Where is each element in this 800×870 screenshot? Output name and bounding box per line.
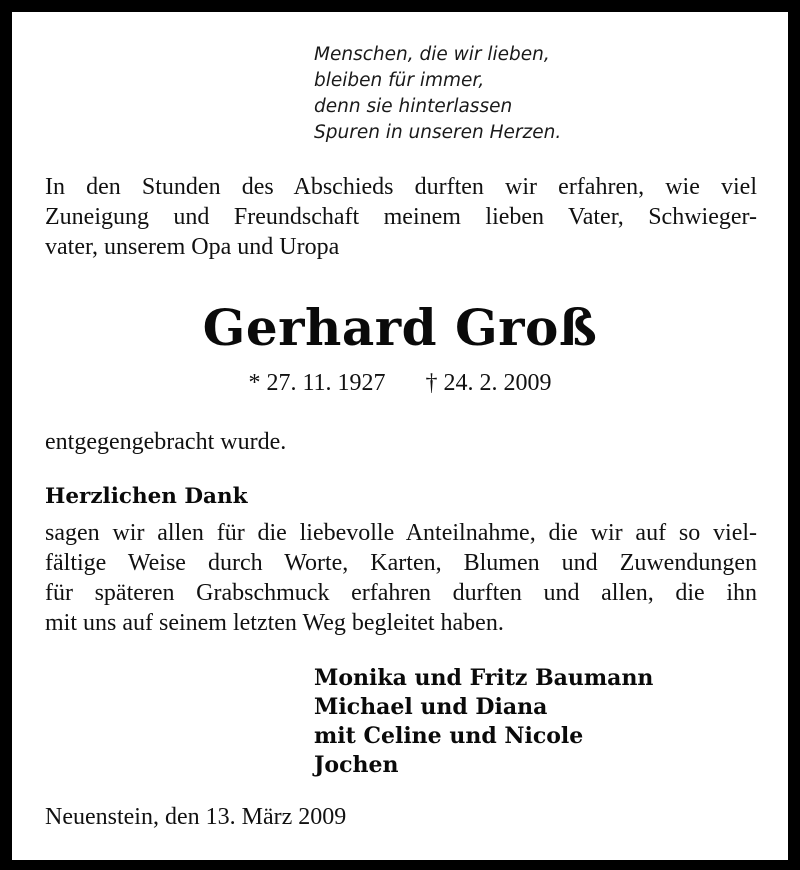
- death-date: † 24. 2. 2009: [425, 370, 552, 396]
- poem-line: Spuren in unseren Herzen.: [314, 122, 562, 143]
- thanks-line: für späteren Grabschmuck erfahren durften und allen, die ihn: [45, 580, 757, 606]
- signer-name: Jochen: [314, 752, 399, 778]
- thanks-heading: Herzlichen Dank: [45, 484, 248, 509]
- deceased-name: Gerhard Groß: [202, 298, 598, 357]
- thanks-line: sagen wir allen für die liebevolle Anteilnahme, die wir auf so viel-: [45, 520, 757, 546]
- thanks-line: fältige Weise durch Worte, Karten, Blumen und Zuwendungen: [45, 550, 757, 576]
- life-dates: [12, 368, 788, 398]
- memorial-poem: [314, 42, 561, 146]
- intro-paragraph: [45, 172, 757, 262]
- intro-line: Zuneigung und Freundschaft meinem lieben Vater, Schwieger-: [45, 204, 757, 230]
- intro-line: In den Stunden des Abschieds durften wir erfahren, wie viel: [45, 174, 757, 200]
- thanks-paragraph: [45, 518, 757, 638]
- intro-line: vater, unserem Opa und Uropa: [45, 234, 340, 260]
- poem-line: denn sie hinterlassen: [314, 96, 513, 117]
- birth-date: * 27. 11. 1927: [248, 370, 386, 396]
- poem-line: Menschen, die wir lieben,: [314, 44, 550, 65]
- signer-name: Michael und Diana: [314, 694, 548, 720]
- poem-line: bleiben für immer,: [314, 70, 485, 91]
- thanks-line: mit uns auf seinem letzten Weg begleitet haben.: [45, 610, 504, 636]
- signers-list: [314, 664, 653, 780]
- signer-name: mit Celine und Nicole: [314, 723, 584, 749]
- closing-text: entgegengebracht wurde.: [45, 429, 287, 455]
- place-and-date: Neuenstein, den 13. März 2009: [45, 804, 347, 830]
- signer-name: Monika und Fritz Baumann: [314, 665, 654, 691]
